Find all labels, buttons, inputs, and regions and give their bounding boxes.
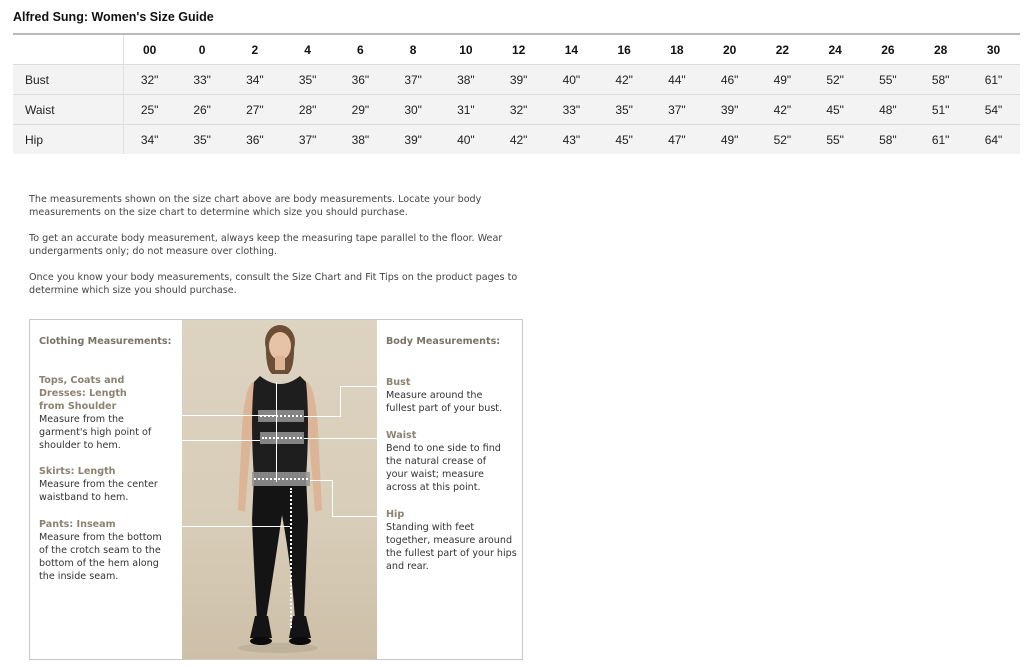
table-cell: 28" (298, 102, 317, 117)
table-cell: 43" (562, 132, 581, 147)
waist-tape-line (262, 437, 302, 439)
measure-title: Tops, Coats and Dresses: Length from Shoulder (39, 375, 127, 412)
body-measurements-column (386, 336, 520, 572)
body-measure-item (386, 429, 520, 494)
table-cell: 42" (615, 72, 633, 87)
bust-leader-line (340, 386, 377, 387)
table-cell: 36" (246, 132, 264, 147)
table-cell: 64" (984, 132, 1003, 147)
table-cell: 25" (140, 102, 159, 117)
table-cell: 26" (193, 102, 211, 117)
table-cell: 35" (615, 102, 633, 117)
intro-paragraph: To get an accurate body measurement, always keep the measuring tape parallel to the floor. Wear undergarments only; do not measure over clothing. (29, 233, 503, 257)
size-header: 12 (492, 34, 545, 65)
clothing-measurements-heading: Clothing Measurements: (39, 336, 172, 347)
table-cell: 32" (509, 102, 528, 117)
corner-cell (13, 34, 123, 65)
length-leader-line (182, 415, 276, 416)
clothing-measure-item (39, 465, 179, 504)
size-header-row (13, 34, 1020, 65)
clothing-measure-item (39, 374, 179, 452)
size-header: 6 (334, 34, 387, 65)
table-cell: 34" (246, 72, 264, 87)
table-cell: 39" (404, 132, 422, 147)
size-header: 14 (545, 34, 598, 65)
table-row-waist (13, 95, 1020, 125)
measure-description: Measure from the bottom of the crotch seam to the bottom of the hem along the inside seam. (39, 532, 162, 582)
table-cell: 35" (298, 72, 317, 87)
table-cell: 49" (720, 132, 739, 147)
measure-title: Hip (386, 509, 405, 520)
measurement-guide-panel (29, 319, 523, 660)
table-cell: 42" (509, 132, 528, 147)
table-cell: 52" (773, 132, 792, 147)
skirt-leader-line (182, 440, 260, 441)
size-header: 4 (281, 34, 334, 65)
table-cell: 38" (457, 72, 475, 87)
table-cell: 44" (668, 72, 686, 87)
size-header: 0 (176, 34, 229, 65)
size-header: 16 (598, 34, 651, 65)
table-cell: 30" (404, 102, 422, 117)
table-cell: 61" (931, 132, 950, 147)
hip-leader-line (332, 516, 377, 517)
table-cell: 52" (826, 72, 844, 87)
measure-description: Standing with feet together, measure around the fullest part of your hips and rear. (386, 522, 517, 572)
table-cell: 58" (931, 72, 950, 87)
measure-description: Measure around the fullest part of your bust. (386, 390, 503, 414)
table-cell: 54" (984, 102, 1003, 117)
size-chart-table (13, 33, 1020, 154)
inseam-tape-line (290, 488, 292, 628)
row-label: Bust (13, 65, 123, 95)
measure-title: Bust (386, 377, 411, 388)
length-measure-line (276, 382, 277, 482)
row-label: Hip (13, 125, 123, 155)
table-cell: 32" (140, 72, 159, 87)
size-header: 20 (703, 34, 756, 65)
intro-paragraph: Once you know your body measurements, consult the Size Chart and Fit Tips on the product pages to determine which size you should purchase. (29, 272, 518, 296)
hip-tape-line (254, 478, 308, 480)
table-cell: 39" (720, 102, 739, 117)
table-cell: 39" (509, 72, 528, 87)
clothing-measurements-column (39, 336, 179, 582)
waist-leader-line (304, 438, 377, 439)
bust-leader-line (340, 386, 341, 417)
measure-title: Pants: Inseam (39, 519, 116, 530)
table-cell: 49" (773, 72, 792, 87)
hip-leader-line (310, 480, 332, 481)
table-cell: 55" (879, 72, 897, 87)
size-header: 18 (651, 34, 704, 65)
table-cell: 45" (826, 102, 844, 117)
intro-paragraph: The measurements shown on the size chart above are body measurements. Locate your body measurements on the size chart to determine which size you should purchase. (29, 194, 482, 218)
table-row-hip (13, 125, 1020, 155)
size-header: 22 (756, 34, 809, 65)
table-cell: 35" (193, 132, 211, 147)
table-cell: 37" (298, 132, 317, 147)
size-header: 24 (809, 34, 862, 65)
table-cell: 37" (668, 102, 686, 117)
table-cell: 51" (931, 102, 950, 117)
table-cell: 27" (246, 102, 264, 117)
size-header: 28 (914, 34, 967, 65)
clothing-measure-item (39, 518, 179, 583)
size-header: 2 (229, 34, 282, 65)
table-cell: 36" (351, 72, 370, 87)
body-measurements-heading: Body Measurements: (386, 336, 501, 347)
table-cell: 40" (562, 72, 581, 87)
table-cell: 58" (879, 132, 897, 147)
measure-title: Waist (386, 430, 417, 441)
measure-description: Measure from the center waistband to hem. (39, 479, 158, 503)
table-cell: 31" (457, 102, 475, 117)
table-cell: 61" (984, 72, 1003, 87)
body-measure-item (386, 376, 520, 415)
measure-description: Measure from the garment's high point of shoulder to hem. (39, 414, 152, 451)
table-cell: 55" (826, 132, 844, 147)
model-photo (182, 320, 377, 659)
body-measure-item (386, 508, 520, 573)
table-cell: 48" (879, 102, 897, 117)
table-row-bust (13, 65, 1020, 95)
bust-leader-line (304, 416, 340, 417)
row-label: Waist (13, 95, 123, 125)
size-header: 10 (440, 34, 493, 65)
size-header: 26 (862, 34, 915, 65)
size-header: 00 (123, 34, 176, 65)
measure-description: Bend to one side to find the natural crease of your waist; measure across at this point. (386, 443, 501, 493)
table-cell: 47" (668, 132, 686, 147)
size-header: 8 (387, 34, 440, 65)
intro-text (29, 194, 529, 311)
table-cell: 37" (404, 72, 422, 87)
model-figure-illustration (182, 320, 377, 659)
table-cell: 46" (720, 72, 739, 87)
hip-leader-line (332, 480, 333, 516)
table-cell: 42" (773, 102, 792, 117)
measure-title: Skirts: Length (39, 466, 116, 477)
inseam-leader-line (182, 526, 290, 527)
table-cell: 45" (615, 132, 633, 147)
table-cell: 40" (457, 132, 475, 147)
table-cell: 33" (562, 102, 581, 117)
table-cell: 29" (351, 102, 370, 117)
size-header: 30 (967, 34, 1020, 65)
table-cell: 38" (351, 132, 370, 147)
table-cell: 34" (140, 132, 159, 147)
table-cell: 33" (193, 72, 211, 87)
page-title: Alfred Sung: Women's Size Guide (13, 10, 214, 24)
